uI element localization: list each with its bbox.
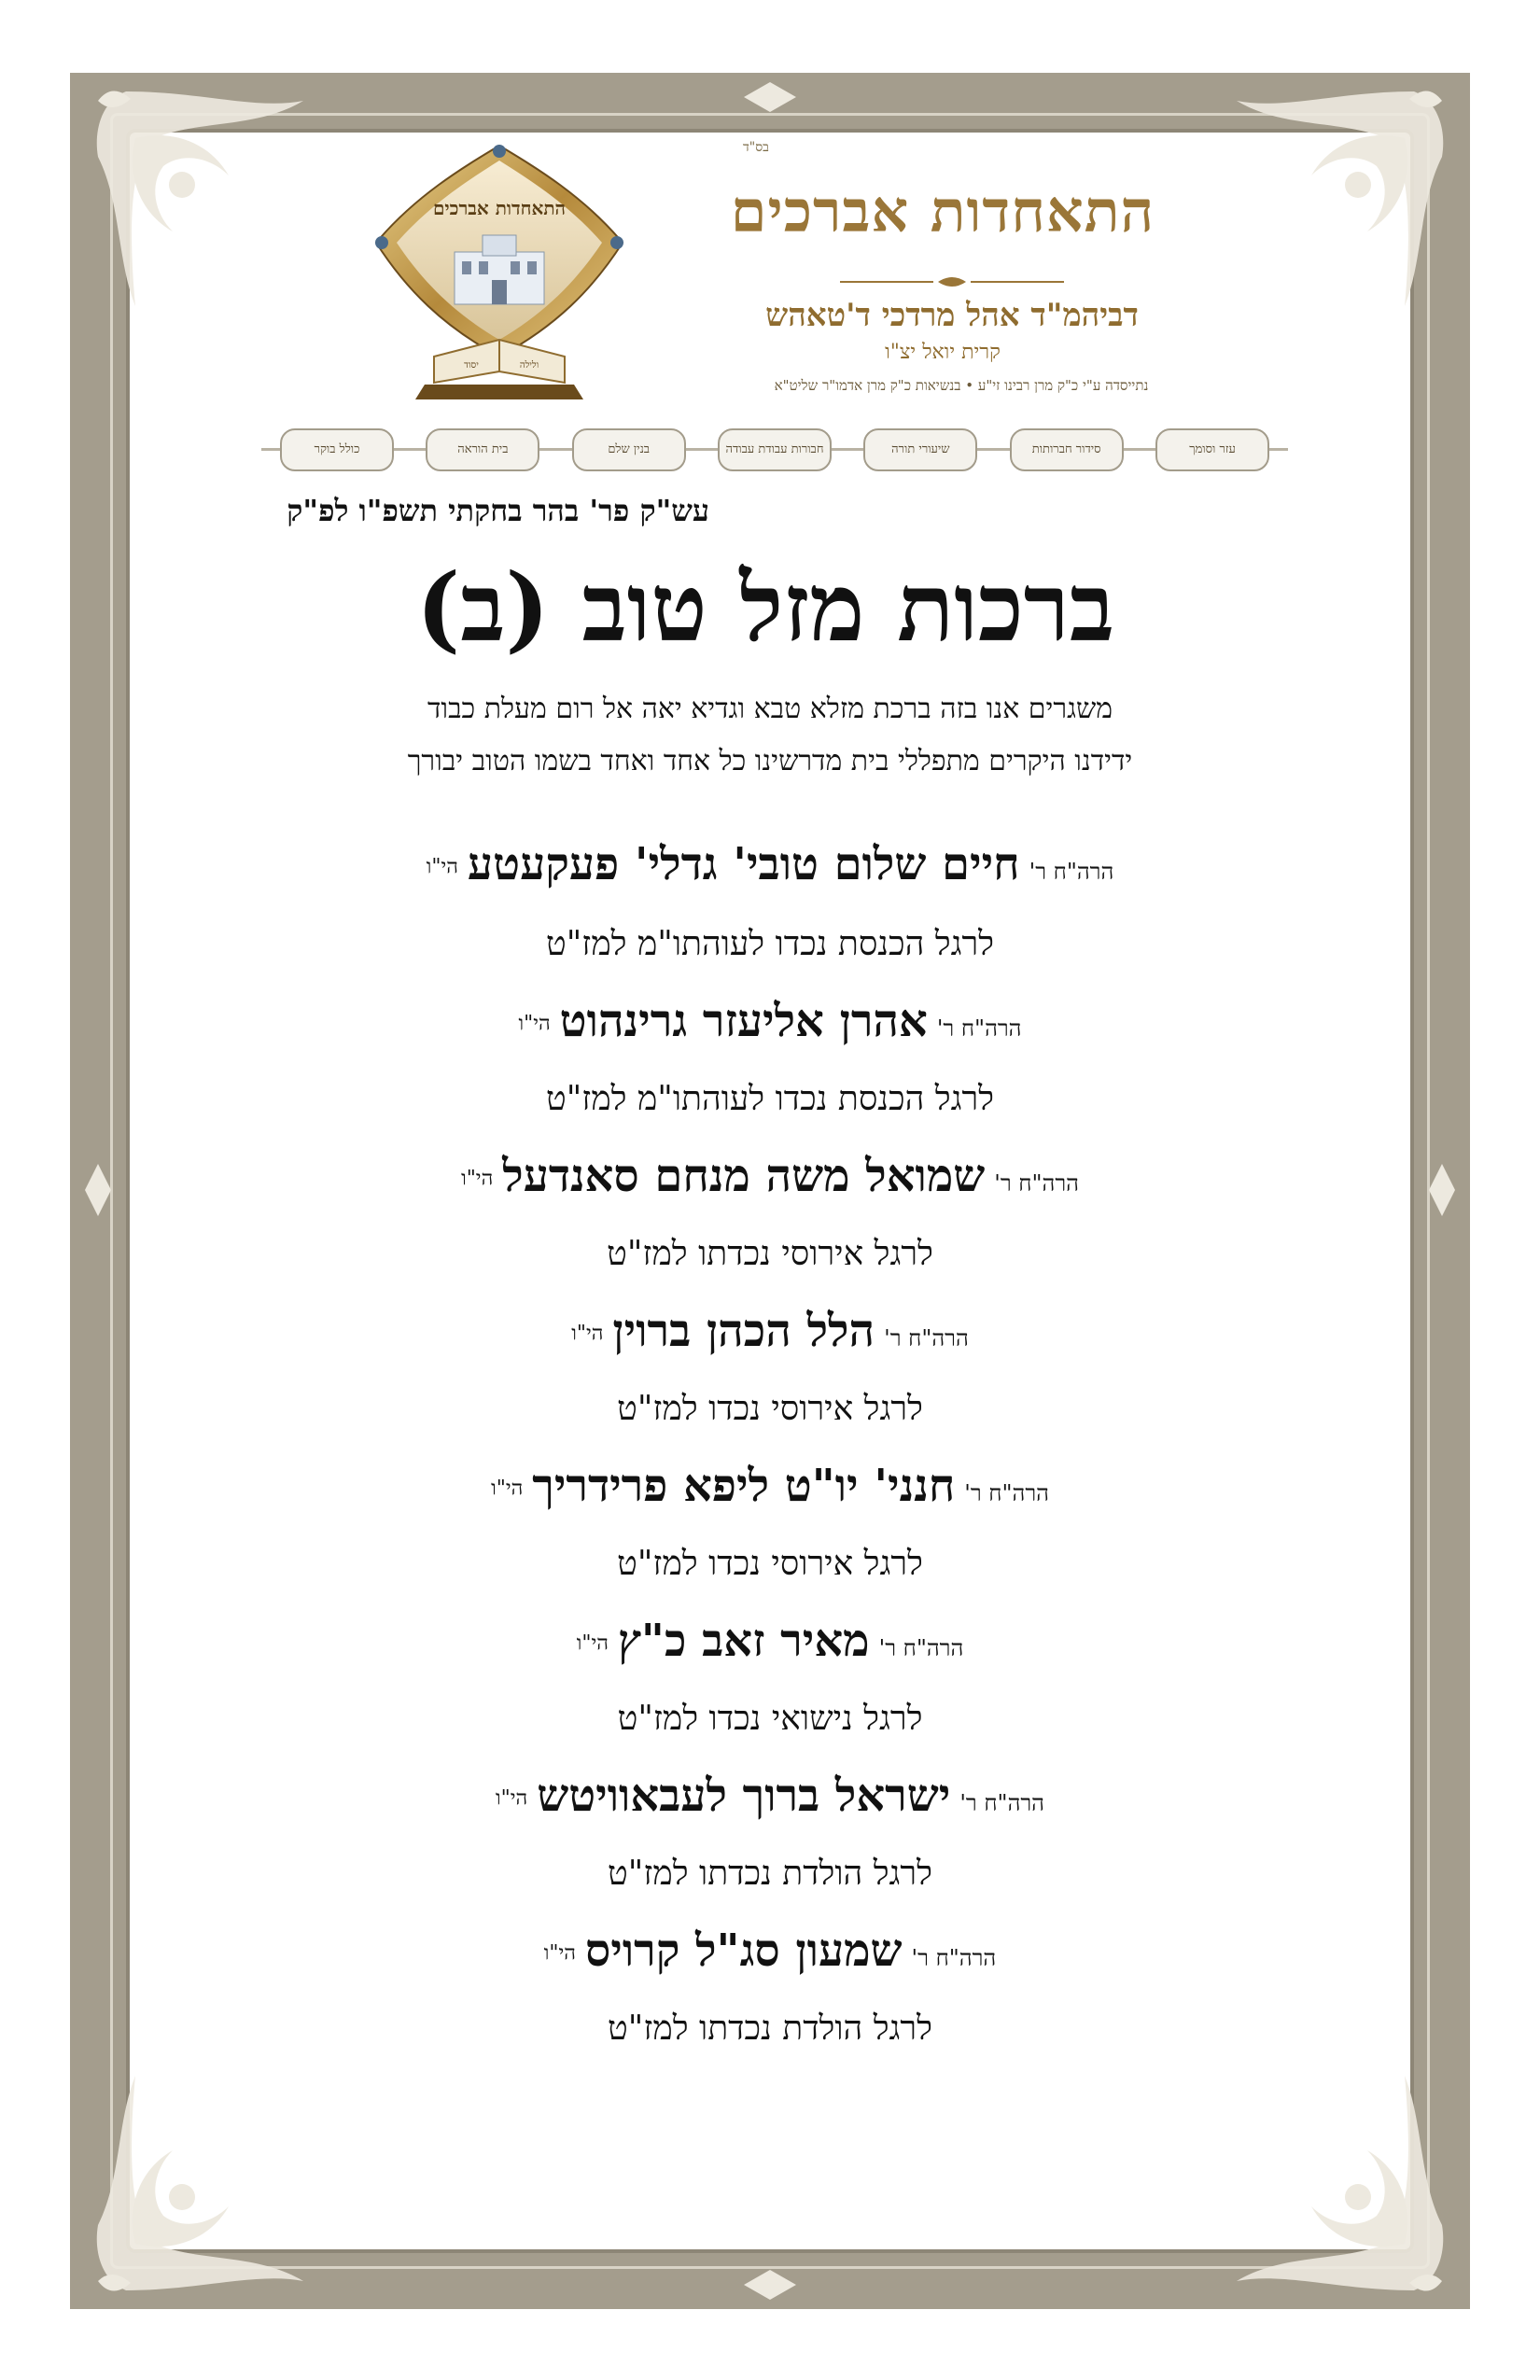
bsd-mark: בס"ד (743, 140, 769, 155)
entry-reason: לרגל הולדת נכדתו למז"ט (608, 1855, 932, 1893)
entry-reason: לרגל אירוסי נכדו למז"ט (617, 1390, 923, 1428)
entry-suffix: הי"ו (576, 1631, 609, 1656)
page-title: ברכות מזל טוב (ב) (415, 553, 1115, 663)
entry-name: שמעון סג"ל קרויס (584, 1925, 903, 1977)
entry-name-line (280, 1925, 1260, 1977)
entry-name: שמואל משה מנחם סאנדעל (502, 1150, 986, 1202)
entry-prefix: הרה"ח ר' (959, 1790, 1044, 1816)
title-divider-icon (831, 273, 1073, 291)
entry-suffix: הי"ו (426, 855, 458, 879)
intro-line-2: ידידנו היקרים מתפללי בית מדרשינו כל אחד ואחד בשמו הטוב יבורך (407, 745, 1133, 777)
organization-city: קרית יואל יצ"ו (885, 341, 1001, 364)
entry-name: אהרן אליעזר גרינהוט (559, 995, 928, 1047)
logo-title: התאחדות אברכים (432, 197, 567, 219)
entry-suffix: הי"ו (491, 1477, 524, 1501)
ribbon-item-beis-horaah: בית הוראה (426, 428, 539, 471)
corner-ornament-icon (70, 2001, 378, 2309)
side-ornament-icon (1423, 1162, 1461, 1218)
bottom-ornament-icon (742, 2266, 798, 2303)
entry-reason: לרגל אירוסי נכדו למז"ט (617, 1545, 923, 1583)
entry-name-line (280, 1460, 1260, 1512)
intro-line-1: משגרים אנו בזה ברכת מזלא טבא וגדיא יאה אל רום מעלת כבוד (427, 693, 1113, 725)
entry-name-line (280, 1770, 1260, 1822)
entry-name-line (280, 1615, 1260, 1667)
date-line: עש"ק פר' בהר בחקתי תשפ"ו לפ"ק (287, 493, 709, 528)
ribbon-item-kollel-boker: כולל בוקר (280, 428, 394, 471)
entry-name: חנני' יו"ט ליפא פרידריך (532, 1460, 956, 1512)
entry-prefix: הרה"ח ר' (936, 1015, 1022, 1042)
corner-ornament-icon (70, 73, 378, 381)
entry-name-line (280, 995, 1260, 1047)
organization-subtitle: דביהמ"ד אהל מרדכי ד'טאהש (765, 297, 1139, 334)
corner-ornament-icon (1162, 2001, 1470, 2309)
logo-book-left: יסוד (464, 360, 479, 371)
top-ornament-icon (742, 78, 798, 116)
entry-prefix: הרה"ח ר' (994, 1170, 1079, 1197)
entry-reason: לרגל הכנסת נכדו לעוהתו"מ למז"ט (545, 925, 994, 963)
entry-suffix: הי"ו (496, 1786, 528, 1811)
entry-reason: לרגל נישואי נכדו למז"ט (617, 1700, 923, 1738)
entry-name-line (280, 838, 1260, 890)
corner-ornament-icon (1162, 73, 1470, 381)
organization-logo (369, 140, 630, 411)
entry-prefix: הרה"ח ר' (964, 1480, 1049, 1506)
entry-reason: לרגל הולדת נכדתו למז"ט (608, 2009, 932, 2048)
entry-suffix: הי"ו (518, 1012, 551, 1036)
entry-prefix: הרה"ח ר' (911, 1945, 997, 1971)
ribbon-item-ezer-vesomech: עזר וסומך (1155, 428, 1269, 471)
ribbon-item-binyan-shalem: בנין שלם (572, 428, 686, 471)
entry-name: הלל הכהן ברוין (612, 1305, 875, 1357)
entry-prefix: הרה"ח ר' (1029, 859, 1114, 885)
entry-name-line (280, 1305, 1260, 1357)
entry-name: חיים שלום טובי' גדלי' פעקעטע (467, 838, 1020, 890)
entry-reason: לרגל אירוסי נכדתו למז"ט (607, 1235, 933, 1273)
entry-prefix: הרה"ח ר' (884, 1325, 969, 1351)
logo-emblem-icon (369, 140, 630, 411)
ribbon-item-chaburos: חבורות עבודת עבודה (718, 428, 832, 471)
entry-suffix: הי"ו (571, 1322, 604, 1346)
entry-prefix: הרה"ח ר' (878, 1635, 964, 1661)
entry-name: ישראל ברוך לעבאוויטש (537, 1770, 951, 1822)
side-ornament-icon (79, 1162, 117, 1218)
organization-tagline: נתייסדה ע"י כ"ק מרן רבינו זי"ע • בנשיאות כ"ק מרן אדמו"ר שליט"א (774, 377, 1149, 394)
ribbon-item-seder-chavrusos: סידור חברותות (1010, 428, 1124, 471)
entry-name-line (280, 1150, 1260, 1202)
ribbon-item-shiurei-torah: שיעורי תורה (863, 428, 977, 471)
department-ribbon (280, 426, 1269, 474)
logo-book-right: ולילה (519, 360, 539, 371)
entry-name: מאיר זאב כ"ץ (617, 1615, 870, 1667)
organization-title: התאחדות אברכים (730, 177, 1155, 245)
entry-reason: לרגל הכנסת נכדו לעוהתו"מ למז"ט (545, 1080, 994, 1118)
entry-suffix: הי"ו (461, 1167, 494, 1191)
entry-suffix: הי"ו (543, 1941, 576, 1966)
